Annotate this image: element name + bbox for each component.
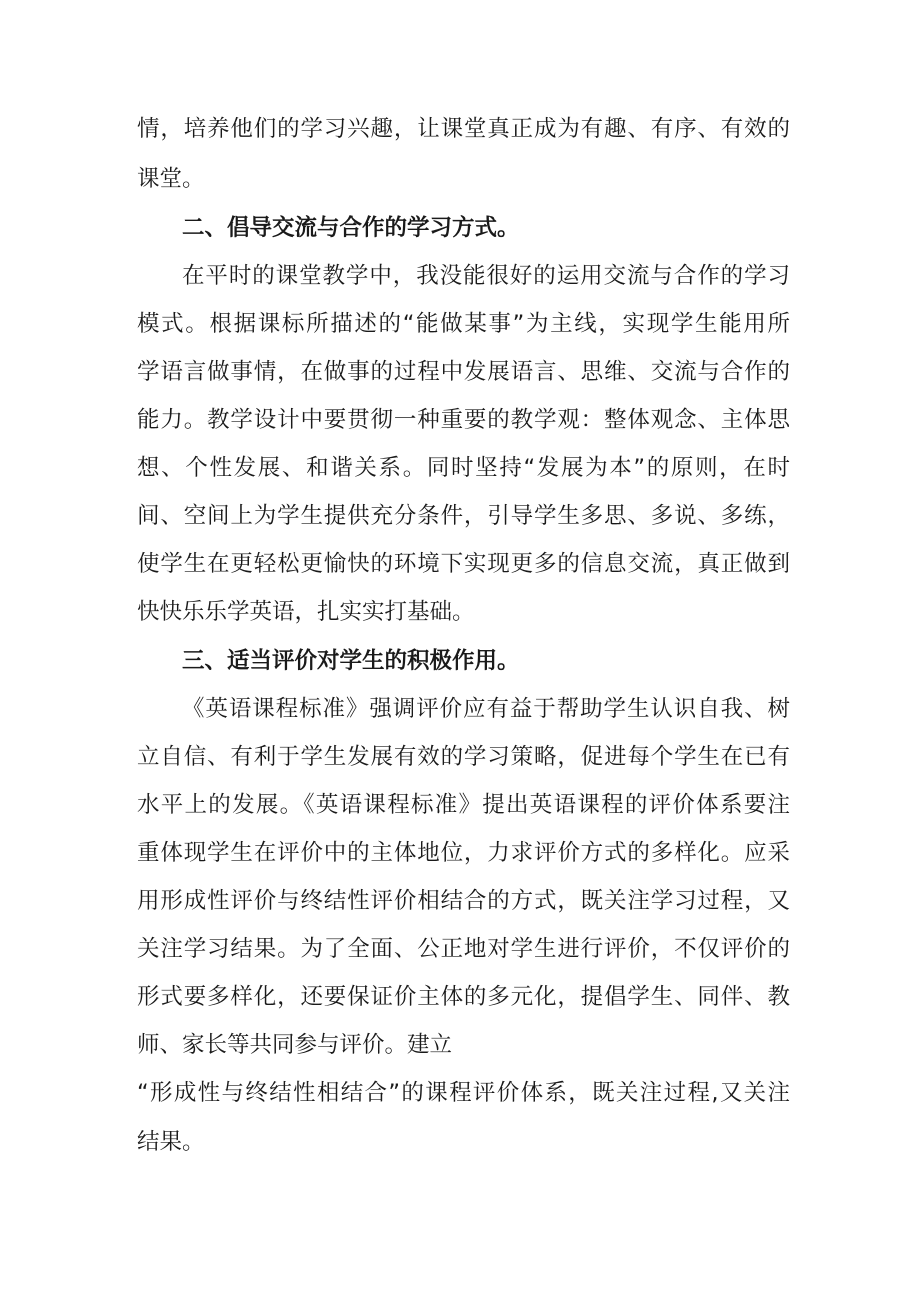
paragraph-line: “形成性与终结性相结合”的课程评价体系，既关注过程,又关注 [137, 1080, 790, 1106]
paragraph-line: 情，培养他们的学习兴趣，让课堂真正成为有趣、有序、有效的 [137, 116, 790, 142]
paragraph-line: 使学生在更轻松更愉快的环境下实现更多的信息交流，真正做到 [137, 551, 790, 577]
paragraph-line: 形式要多样化，还要保证价主体的多元化，提倡学生、同伴、教 [137, 984, 790, 1010]
paragraph-line: 学语言做事情，在做事的过程中发展语言、思维、交流与合作的 [137, 359, 790, 385]
paragraph-line: 用形成性评价与终结性评价相结合的方式，既关注学习过程，又 [137, 888, 790, 914]
paragraph-line: 能力。教学设计中要贯彻一种重要的教学观：整体观念、主体思 [137, 407, 790, 433]
paragraph-line: 快快乐乐学英语，扎实实打基础。 [137, 599, 475, 625]
paragraph-line: 师、家长等共同参与评价。建立 [137, 1032, 453, 1058]
paragraph-line: 在平时的课堂教学中，我没能很好的运用交流与合作的学习 [182, 263, 790, 289]
paragraph-line: 立自信、有利于学生发展有效的学习策略，促进每个学生在已有 [137, 744, 790, 770]
paragraph-line: 想、个性发展、和谐关系。同时坚持“发展为本”的原则，在时 [137, 455, 790, 481]
paragraph-line: 结果。 [137, 1129, 205, 1155]
paragraph-line: 重体现学生在评价中的主体地位，力求评价方式的多样化。应采 [137, 840, 790, 866]
paragraph-line: 课堂。 [137, 166, 205, 192]
paragraph-line: 水平上的发展。《英语课程标准》提出英语课程的评价体系要注 [137, 792, 790, 818]
section-heading-3: 三、适当评价对学生的积极作用。 [182, 648, 520, 674]
paragraph-line: 关注学习结果。为了全面、公正地对学生进行评价，不仅评价的 [137, 936, 790, 962]
paragraph-line: 模式。根据课标所描述的“能做某事”为主线，实现学生能用所 [137, 311, 790, 337]
section-heading-2: 二、倡导交流与合作的学习方式。 [182, 215, 520, 241]
paragraph-line: 《英语课程标准》强调评价应有益于帮助学生认识自我、树 [182, 696, 790, 722]
paragraph-line: 间、空间上为学生提供充分条件，引导学生多思、多说、多练， [137, 503, 790, 529]
